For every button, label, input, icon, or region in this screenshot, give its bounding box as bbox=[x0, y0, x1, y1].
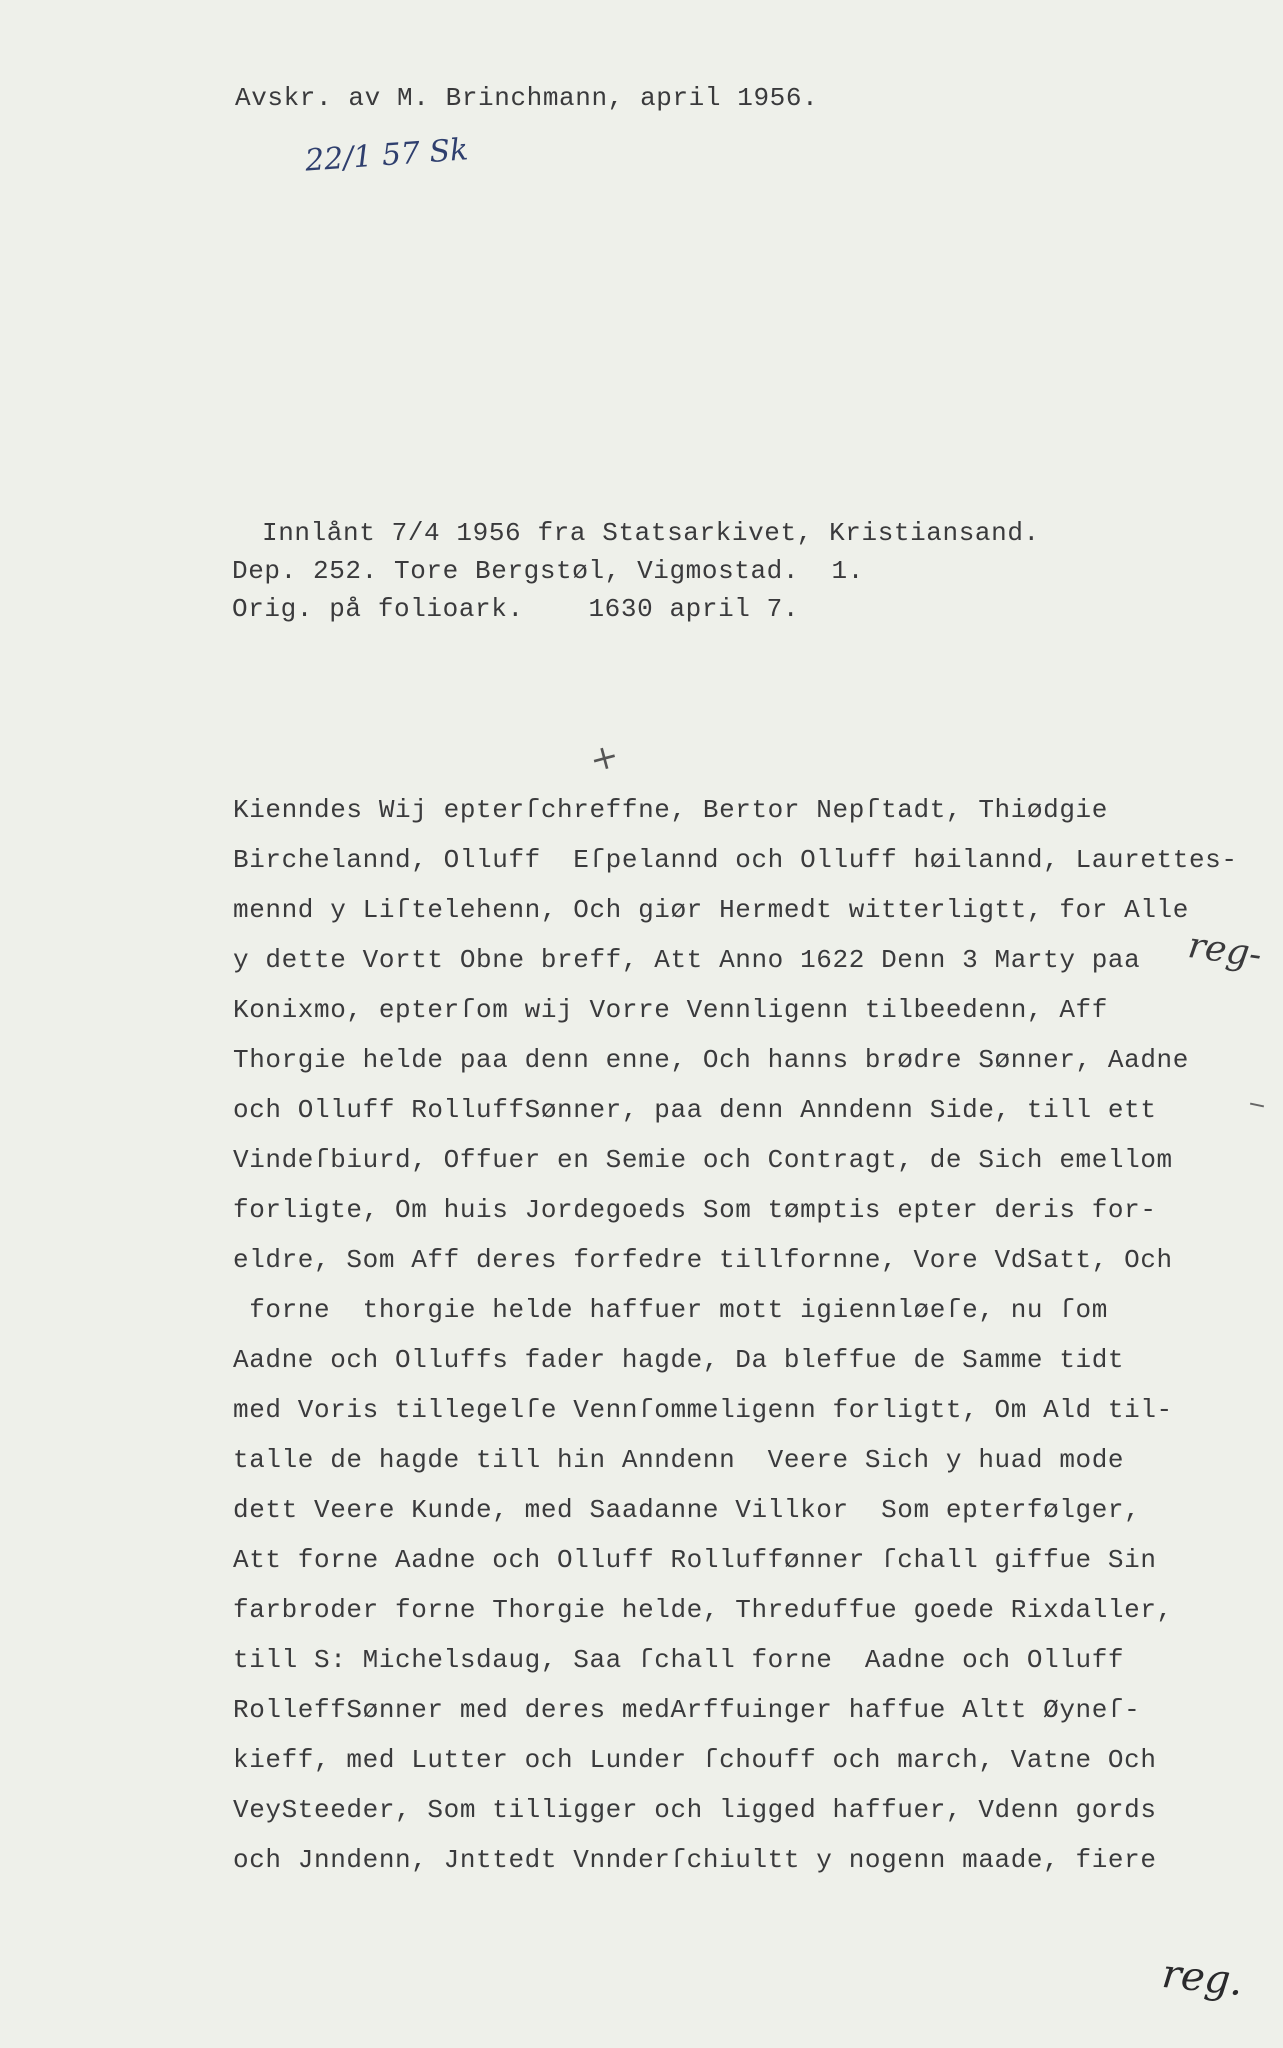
body-line: och Olluff RolluffSønner, paa denn Anndenn Side, till ett bbox=[233, 1095, 1157, 1125]
body-line: och Jnndenn, Jnttedt Vnnderſchiultt y nogenn maade, fiere bbox=[233, 1845, 1157, 1875]
body-line: mennd y Liſtelehenn, Och giør Hermedt witterligtt, for Alle bbox=[233, 895, 1189, 925]
body-line: forligte, Om huis Jordegoeds Som tømptis epter deris for- bbox=[233, 1195, 1157, 1225]
margin-tick-mark bbox=[1250, 1103, 1264, 1108]
body-line: talle de hagde till hin Anndenn Veere Sich y huad mode bbox=[233, 1445, 1125, 1475]
handwritten-reference: 22/1 57 Sk bbox=[303, 132, 470, 179]
source-line-1: Innlånt 7/4 1956 fra Statsarkivet, Kristiansand. bbox=[262, 518, 1040, 548]
body-line: Konixmo, epterſom wij Vorre Vennligenn tilbeedenn, Aff bbox=[233, 995, 1108, 1025]
body-line: till S: Michelsdaug, Saa ſchall forne Aadne och Olluff bbox=[233, 1645, 1125, 1675]
body-line: Birchelannd, Olluff Eſpelannd och Olluff høilannd, Laurettes- bbox=[233, 845, 1238, 875]
body-line: Vindeſbiurd, Offuer en Semie och Contragt, de Sich emellom bbox=[233, 1145, 1173, 1175]
body-line: y dette Vortt Obne breff, Att Anno 1622 Denn 3 Marty paa bbox=[233, 945, 1141, 975]
body-line: forne thorgie helde haffuer mott igiennløeſe, nu ſom bbox=[233, 1295, 1108, 1325]
cross-mark: + bbox=[585, 734, 624, 782]
body-line: Aadne och Olluffs fader hagde, Da bleffue de Samme tidt bbox=[233, 1345, 1125, 1375]
body-line: farbroder forne Thorgie helde, Threduffue goede Rixdaller, bbox=[233, 1595, 1173, 1625]
body-line: dett Veere Kunde, med Saadanne Villkor Som epterfølger, bbox=[233, 1495, 1141, 1525]
body-line: VeySteeder, Som tilligger och ligged haffuer, Vdenn gords bbox=[233, 1795, 1157, 1825]
source-line-2: Dep. 252. Tore Bergstøl, Vigmostad. 1. bbox=[232, 556, 864, 586]
body-line: med Voris tillegelſe Vennſommeligenn forligtt, Om Ald til- bbox=[233, 1395, 1173, 1425]
body-line: Kienndes Wij epterſchreffne, Bertor Nepſtadt, Thiødgie bbox=[233, 795, 1108, 825]
body-line: Att forne Aadne och Olluff Rolluffønner ſchall giffue Sin bbox=[233, 1545, 1157, 1575]
body-line: eldre, Som Aff deres forfedre tillfornne, Vore VdSatt, Och bbox=[233, 1245, 1173, 1275]
body-line: Thorgie helde paa denn enne, Och hanns brødre Sønner, Aadne bbox=[233, 1045, 1189, 1075]
margin-note-reg-upper: reg- bbox=[1185, 925, 1265, 976]
transcriber-note: Avskr. av M. Brinchmann, april 1956. bbox=[235, 83, 819, 113]
body-line: RolleffSønner med deres medArffuinger haffue Altt Øyneſ- bbox=[233, 1695, 1141, 1725]
margin-note-reg-bottom: reg. bbox=[1159, 1950, 1246, 2006]
body-line: kieff, med Lutter och Lunder ſchouff och march, Vatne Och bbox=[233, 1745, 1157, 1775]
source-line-3: Orig. på folioark. 1630 april 7. bbox=[232, 594, 800, 624]
